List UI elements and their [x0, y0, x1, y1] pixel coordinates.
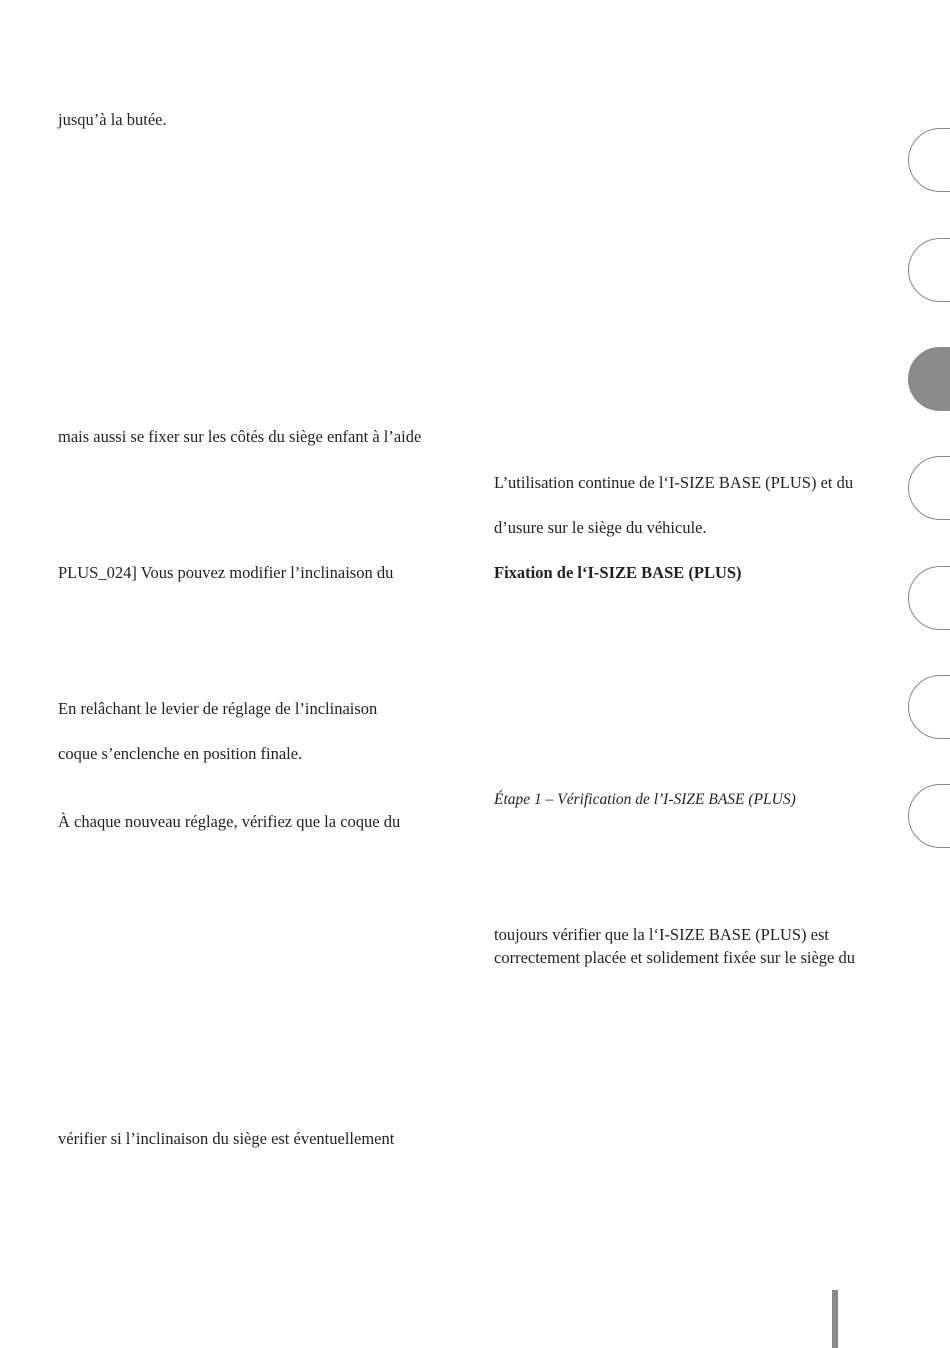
- body-text-line: En relâchant le levier de réglage de l’inclinaison: [58, 699, 378, 718]
- body-text-line: vérifier si l’inclinaison du siège est éventuellement: [58, 1129, 395, 1148]
- chapter-tab[interactable]: [908, 675, 950, 739]
- body-text-line: jusqu’à la butée.: [58, 110, 167, 129]
- body-text-line: mais aussi se fixer sur les côtés du siège enfant à l’aide: [58, 427, 422, 446]
- chapter-tab[interactable]: [908, 784, 950, 848]
- body-text-line: coque s’enclenche en position finale.: [58, 744, 303, 763]
- section-heading: Fixation de l‘I-SIZE BASE (PLUS): [494, 563, 742, 582]
- chapter-tab-active[interactable]: [908, 347, 950, 411]
- chapter-tab[interactable]: [908, 456, 950, 520]
- body-text-line: d’usure sur le siège du véhicule.: [494, 518, 707, 537]
- body-text-line: correctement placée et solidement fixée sur le siège du: [494, 948, 856, 967]
- body-text-line: PLUS_024] Vous pouvez modifier l’inclinaison du: [58, 563, 394, 582]
- body-text-line: toujours vérifier que la l‘I-SIZE BASE (PLUS) est: [494, 925, 829, 944]
- chapter-tab[interactable]: [908, 128, 950, 192]
- body-text-line: À chaque nouveau réglage, vérifiez que la coque du: [58, 812, 401, 831]
- chapter-tab[interactable]: [908, 566, 950, 630]
- page-marker: [832, 1290, 838, 1348]
- body-text-line: L’utilisation continue de l‘I-SIZE BASE (PLUS) et du: [494, 473, 854, 492]
- chapter-tab[interactable]: [908, 238, 950, 302]
- step-caption: Étape 1 – Vérification de l’I-SIZE BASE (PLUS): [494, 791, 796, 808]
